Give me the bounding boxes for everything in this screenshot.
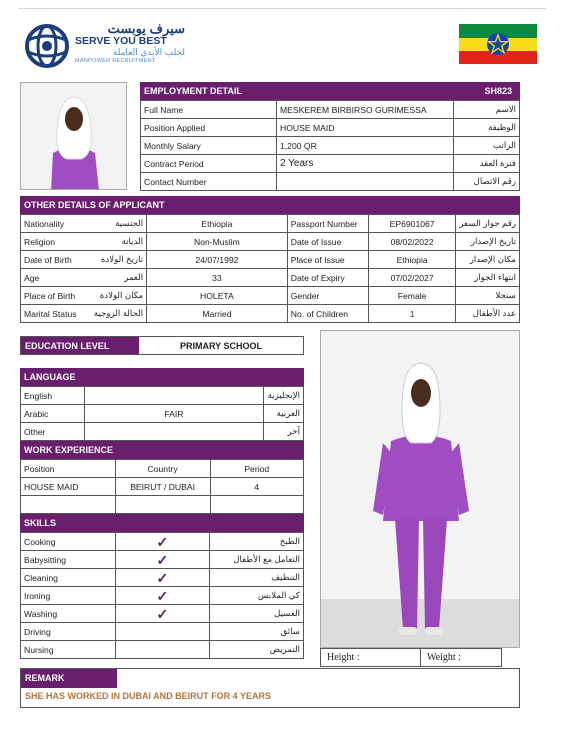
- detail-value: Married: [147, 305, 288, 323]
- skills-title: SKILLS: [20, 514, 304, 532]
- education-section: [20, 336, 304, 355]
- employment-value: MESKEREM BIRBIRSO GURIMESSA: [277, 101, 454, 119]
- measurements-row: [320, 648, 502, 667]
- language-table: [20, 386, 304, 441]
- skill-row: [21, 587, 304, 605]
- detail-label-ar: الديانة: [80, 233, 147, 251]
- portrait-icon: [21, 83, 127, 190]
- language-level: FAIR: [84, 405, 263, 423]
- work-header-row: [21, 460, 304, 478]
- detail-label: Place of Birth: [21, 287, 80, 305]
- language-row: [21, 405, 304, 423]
- skill-row: [21, 605, 304, 623]
- detail-label-ar-2: سنجلا: [456, 287, 520, 305]
- logo-sub: MANPOWER RECRUITMENT: [75, 58, 156, 64]
- skill-row: [21, 641, 304, 659]
- detail-value-2: 07/02/2027: [369, 269, 456, 287]
- detail-value-2: Ethiopia: [369, 251, 456, 269]
- detail-label-2: Passport Number: [287, 215, 368, 233]
- employment-detail-section: [140, 82, 520, 191]
- skill-check-cell: [115, 587, 209, 605]
- language-row: [21, 423, 304, 441]
- work-header-country: Country: [115, 460, 210, 478]
- logo-arabic-sub: لجلب الأيدي العاملة: [112, 47, 185, 57]
- work-title: WORK EXPERIENCE: [20, 441, 304, 459]
- language-name: Other: [21, 423, 85, 441]
- skill-name-ar: التعامل مع الأطفال: [210, 551, 304, 569]
- employment-row: [141, 137, 520, 155]
- language-name-ar: آخر: [263, 423, 303, 441]
- work-table: [20, 459, 304, 514]
- skill-row: [21, 569, 304, 587]
- employment-label-ar: رقم الاتصال: [454, 173, 520, 191]
- detail-label-ar-2: تاريخ الإصدار: [456, 233, 520, 251]
- work-row-empty: [21, 496, 304, 514]
- work-period: 4: [210, 478, 304, 496]
- other-details-row: [21, 215, 520, 233]
- flag-star-icon: [486, 32, 510, 56]
- applicant-photo-small: [20, 82, 127, 190]
- checkmark-icon: ✓: [156, 533, 169, 550]
- applicant-photo-full: [320, 330, 520, 648]
- detail-value: 33: [147, 269, 288, 287]
- checkmark-icon: ✓: [156, 587, 169, 604]
- detail-value: Non-Muslim: [147, 233, 288, 251]
- detail-label-ar-2: عدد الأطفال: [456, 305, 520, 323]
- detail-label-2: Place of Issue: [287, 251, 368, 269]
- employment-label-ar: الاسم: [454, 101, 520, 119]
- skills-table: [20, 532, 304, 659]
- detail-value: HOLETA: [147, 287, 288, 305]
- work-row: [21, 478, 304, 496]
- language-level: [84, 387, 263, 405]
- employment-value: 1,200 QR: [277, 137, 454, 155]
- detail-label-2: Date of Expiry: [287, 269, 368, 287]
- skill-name-ar: الغسيل: [210, 605, 304, 623]
- other-details-row: [21, 305, 520, 323]
- work-position: HOUSE MAID: [21, 478, 116, 496]
- education-label: EDUCATION LEVEL: [21, 337, 139, 354]
- employment-title: EMPLOYMENT DETAIL: [144, 86, 242, 96]
- detail-value-2: 08/02/2022: [369, 233, 456, 251]
- detail-value: 24/07/1992: [147, 251, 288, 269]
- employment-label-ar: الوظيفة: [454, 119, 520, 137]
- other-details-row: [21, 251, 520, 269]
- other-details-section: [20, 196, 520, 323]
- employment-value: HOUSE MAID: [277, 119, 454, 137]
- employment-label-ar: الراتب: [454, 137, 520, 155]
- skill-name-ar: التنظيف: [210, 569, 304, 587]
- detail-label: Age: [21, 269, 80, 287]
- detail-label-ar: مكان الولادة: [80, 287, 147, 305]
- skill-name-ar: كي الملابس: [210, 587, 304, 605]
- skill-name-ar: سائق: [210, 623, 304, 641]
- detail-label: Religion: [21, 233, 80, 251]
- language-row: [21, 387, 304, 405]
- language-name: Arabic: [21, 405, 85, 423]
- height-field: Height :: [321, 649, 421, 666]
- employment-row: [141, 173, 520, 191]
- remark-title: REMARK: [21, 669, 117, 688]
- logo-arabic: سيرف يوبست: [107, 21, 185, 36]
- detail-value: Ethiopia: [147, 215, 288, 233]
- work-country: BEIRUT / DUBAI: [115, 478, 210, 496]
- skill-name: Ironing: [21, 587, 116, 605]
- employment-label-ar: فترة العقد: [454, 155, 520, 173]
- detail-label-ar: الحالة الزوجية: [80, 305, 147, 323]
- skill-check-cell: [115, 623, 209, 641]
- skill-row: [21, 551, 304, 569]
- work-header-period: Period: [210, 460, 304, 478]
- work-header-position: Position: [21, 460, 116, 478]
- detail-label-ar-2: رقم جواز السفر: [456, 215, 520, 233]
- full-body-portrait-icon: [321, 331, 520, 648]
- skill-name-ar: التمريض: [210, 641, 304, 659]
- weight-field: Weight :: [427, 652, 461, 663]
- applicant-code: SH823: [484, 86, 512, 96]
- employment-label: Monthly Salary: [141, 137, 277, 155]
- employment-label: Contact Number: [141, 173, 277, 191]
- skill-check-cell: [115, 605, 209, 623]
- skill-name: Nursing: [21, 641, 116, 659]
- checkmark-icon: ✓: [156, 551, 169, 568]
- skill-name: Cleaning: [21, 569, 116, 587]
- other-details-table: [20, 214, 520, 323]
- detail-label: Date of Birth: [21, 251, 80, 269]
- skill-name: Babysitting: [21, 551, 116, 569]
- employment-table: [140, 100, 520, 191]
- language-name-ar: الإنجليزية: [263, 387, 303, 405]
- work-experience-section: [20, 441, 304, 514]
- skill-check-cell: [115, 533, 209, 551]
- detail-label-ar-2: انتهاء الجواز: [456, 269, 520, 287]
- employment-row: [141, 155, 520, 173]
- skill-check-cell: [115, 569, 209, 587]
- detail-value-2: Female: [369, 287, 456, 305]
- employment-row: [141, 119, 520, 137]
- employment-value: [277, 173, 454, 191]
- detail-label-2: Date of Issue: [287, 233, 368, 251]
- language-title: LANGUAGE: [20, 368, 304, 386]
- employment-label: Position Applied: [141, 119, 277, 137]
- checkmark-icon: ✓: [156, 605, 169, 622]
- skill-name: Washing: [21, 605, 116, 623]
- remark-text: SHE HAS WORKED IN DUBAI AND BEIRUT FOR 4 YEARS: [25, 691, 272, 701]
- top-rule: [18, 8, 546, 9]
- detail-label-ar: الجنسية: [80, 215, 147, 233]
- other-details-row: [21, 233, 520, 251]
- globe-logo-icon: [22, 24, 72, 68]
- detail-label-ar: تاريخ الولادة: [80, 251, 147, 269]
- other-details-row: [21, 287, 520, 305]
- skill-name-ar: الطبخ: [210, 533, 304, 551]
- company-logo: [22, 21, 185, 70]
- detail-value-2: EP6901067: [369, 215, 456, 233]
- detail-label-ar: العمر: [80, 269, 147, 287]
- skill-check-cell: [115, 641, 209, 659]
- language-level: [84, 423, 263, 441]
- other-details-row: [21, 269, 520, 287]
- language-name: English: [21, 387, 85, 405]
- employment-label: Full Name: [141, 101, 277, 119]
- language-name-ar: العربية: [263, 405, 303, 423]
- detail-value-2: 1: [369, 305, 456, 323]
- skill-row: [21, 623, 304, 641]
- detail-label-ar-2: مكان الإصدار: [456, 251, 520, 269]
- employment-value: 2 Years: [277, 155, 454, 173]
- detail-label: Nationality: [21, 215, 80, 233]
- employment-label: Contract Period: [141, 155, 277, 173]
- language-section: [20, 368, 304, 441]
- skill-check-cell: [115, 551, 209, 569]
- remark-section: [20, 668, 520, 708]
- ethiopia-flag: [459, 24, 537, 64]
- detail-label-2: No. of Children: [287, 305, 368, 323]
- skill-name: Driving: [21, 623, 116, 641]
- employment-row: [141, 101, 520, 119]
- detail-label: Marital Status: [21, 305, 80, 323]
- education-value: PRIMARY SCHOOL: [179, 340, 262, 351]
- checkmark-icon: ✓: [156, 569, 169, 586]
- skill-name: Cooking: [21, 533, 116, 551]
- detail-label-2: Gender: [287, 287, 368, 305]
- other-details-title: OTHER DETAILS OF APPLICANT: [20, 196, 520, 214]
- logo-name: SERVE YOU BEST: [75, 35, 167, 47]
- skills-section: [20, 514, 304, 659]
- skill-row: [21, 533, 304, 551]
